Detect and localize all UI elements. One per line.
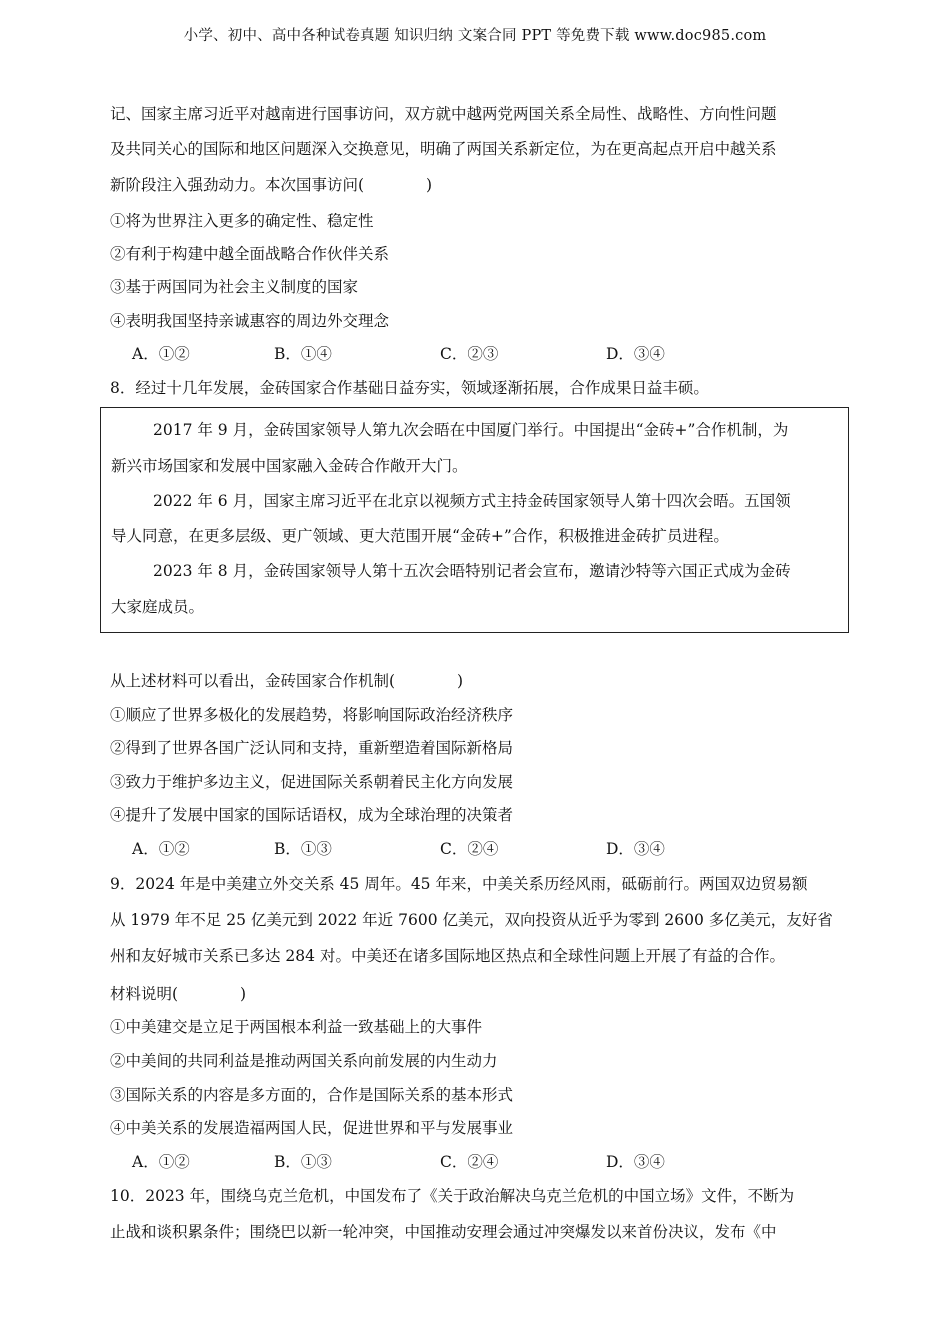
q8-item-2: ②得到了世界各国广泛认同和支持，重新塑造着国际新格局 [110,739,514,757]
q7-item-1: ①将为世界注入更多的确定性、稳定性 [110,212,374,230]
q8-option-d: D．③④ [606,840,665,858]
q9-option-c: C．②④ [440,1153,499,1171]
q8-option-b: B．①③ [274,840,332,858]
q9-question: 材料说明( ) [110,985,247,1003]
q9-stem-line: 9．2024 年是中美建立外交关系 45 周年。45 年来，中美关系历经风雨，砥砺前行。两国双边贸易额 [110,875,808,893]
q7-stem-line: 及共同关心的国际和地区问题深入交换意见，明确了两国关系新定位，为在更高起点开启中越关系 [110,140,777,158]
q7-item-4: ④表明我国坚持亲诚惠容的周边外交理念 [110,312,390,330]
q9-option-d: D．③④ [606,1153,665,1171]
q8-option-a: A．①② [132,840,190,858]
q7-option-b: B．①④ [274,345,332,363]
q7-option-a: A．①② [132,345,190,363]
q9-item-2: ②中美间的共同利益是推动两国关系向前发展的内生动力 [110,1052,498,1070]
q8-material-box [100,407,849,633]
q7-item-2: ②有利于构建中越全面战略合作伙伴关系 [110,245,390,263]
q8-material-line: 2022 年 6 月，国家主席习近平在北京以视频方式主持金砖国家领导人第十四次会晤。五国领 [153,492,791,510]
q7-option-d: D．③④ [606,345,665,363]
q9-option-a: A．①② [132,1153,190,1171]
q9-option-b: B．①③ [274,1153,332,1171]
q8-material-line: 大家庭成员。 [111,598,205,616]
q7-option-c: C．②③ [440,345,499,363]
page-header-banner: 小学、初中、高中各种试卷真题 知识归纳 文案合同 PPT 等免费下载 www.doc985.com [183,28,767,44]
q7-stem-line: 新阶段注入强劲动力。本次国事访问( ) [110,176,433,194]
q9-stem-line: 州和友好城市关系已多达 284 对。中美还在诸多国际地区热点和全球性问题上开展了有益的合作。 [110,947,785,965]
q8-material-line: 导人同意，在更多层级、更广领域、更大范围开展“金砖+”合作，积极推进金砖扩员进程。 [111,527,729,545]
q8-material-line: 2017 年 9 月，金砖国家领导人第九次会晤在中国厦门举行。中国提出“金砖+”合作机制，为 [153,421,789,439]
q8-item-3: ③致力于维护多边主义，促进国际关系朝着民主化方向发展 [110,773,514,791]
q9-stem-line: 从 1979 年不足 25 亿美元到 2022 年近 7600 亿美元，双向投资从近乎为零到 2600 多亿美元，友好省 [110,911,833,929]
q10-stem-line: 止战和谈积累条件；围绕巴以新一轮冲突，中国推动安理会通过冲突爆发以来首份决议，发布《中 [110,1223,777,1241]
q7-item-3: ③基于两国同为社会主义制度的国家 [110,278,359,296]
q9-item-4: ④中美关系的发展造福两国人民，促进世界和平与发展事业 [110,1119,514,1137]
q8-stem: 8．经过十几年发展，金砖国家合作基础日益夯实，领域逐渐拓展，合作成果日益丰硕。 [110,379,709,397]
q8-option-c: C．②④ [440,840,499,858]
q9-item-3: ③国际关系的内容是多方面的，合作是国际关系的基本形式 [110,1086,514,1104]
q8-item-1: ①顺应了世界多极化的发展趋势，将影响国际政治经济秩序 [110,706,514,724]
q10-stem-line: 10．2023 年，围绕乌克兰危机，中国发布了《关于政治解决乌克兰危机的中国立场》文件，不断为 [110,1187,795,1205]
q8-material-line: 2023 年 8 月，金砖国家领导人第十五次会晤特别记者会宣布，邀请沙特等六国正式成为金砖 [153,562,791,580]
q7-stem-line: 记、国家主席习近平对越南进行国事访问，双方就中越两党两国关系全局性、战略性、方向性问题 [110,105,777,123]
q8-question: 从上述材料可以看出，金砖国家合作机制( ) [110,672,464,690]
q8-item-4: ④提升了发展中国家的国际话语权，成为全球治理的决策者 [110,806,514,824]
q9-item-1: ①中美建交是立足于两国根本利益一致基础上的大事件 [110,1018,483,1036]
q8-material-line: 新兴市场国家和发展中国家融入金砖合作敞开大门。 [111,457,468,475]
